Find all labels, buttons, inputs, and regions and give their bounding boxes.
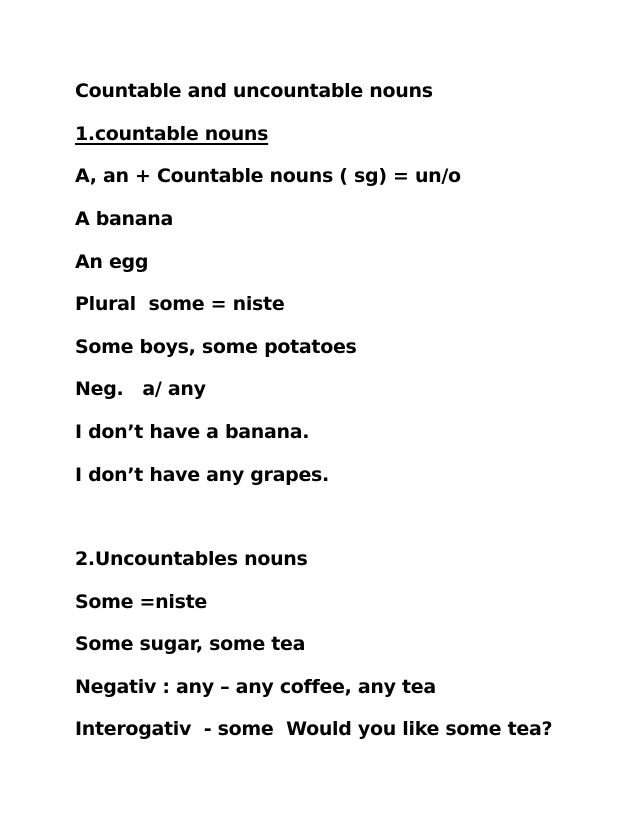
- document-title: Countable and uncountable nouns: [75, 80, 433, 102]
- text-line: Some boys, some potatoes: [75, 336, 357, 358]
- text-line: Negativ : any – any coffee, any tea: [75, 676, 436, 698]
- text-line: Interogativ - some Would you like some tea?: [75, 718, 553, 740]
- text-line: An egg: [75, 251, 149, 273]
- text-line: A, an + Countable nouns ( sg) = un/o: [75, 165, 461, 187]
- text-line: I don’t have any grapes.: [75, 464, 329, 486]
- section-heading-countable: 1.countable nouns: [75, 123, 269, 145]
- text-line: Plural some = niste: [75, 293, 285, 315]
- text-line: A banana: [75, 208, 174, 230]
- text-line: Some =niste: [75, 591, 207, 613]
- text-line: Some sugar, some tea: [75, 633, 306, 655]
- text-line: Neg. a/ any: [75, 378, 206, 400]
- text-line: I don’t have a banana.: [75, 421, 310, 443]
- section-heading-uncountable: 2.Uncountables nouns: [75, 548, 308, 570]
